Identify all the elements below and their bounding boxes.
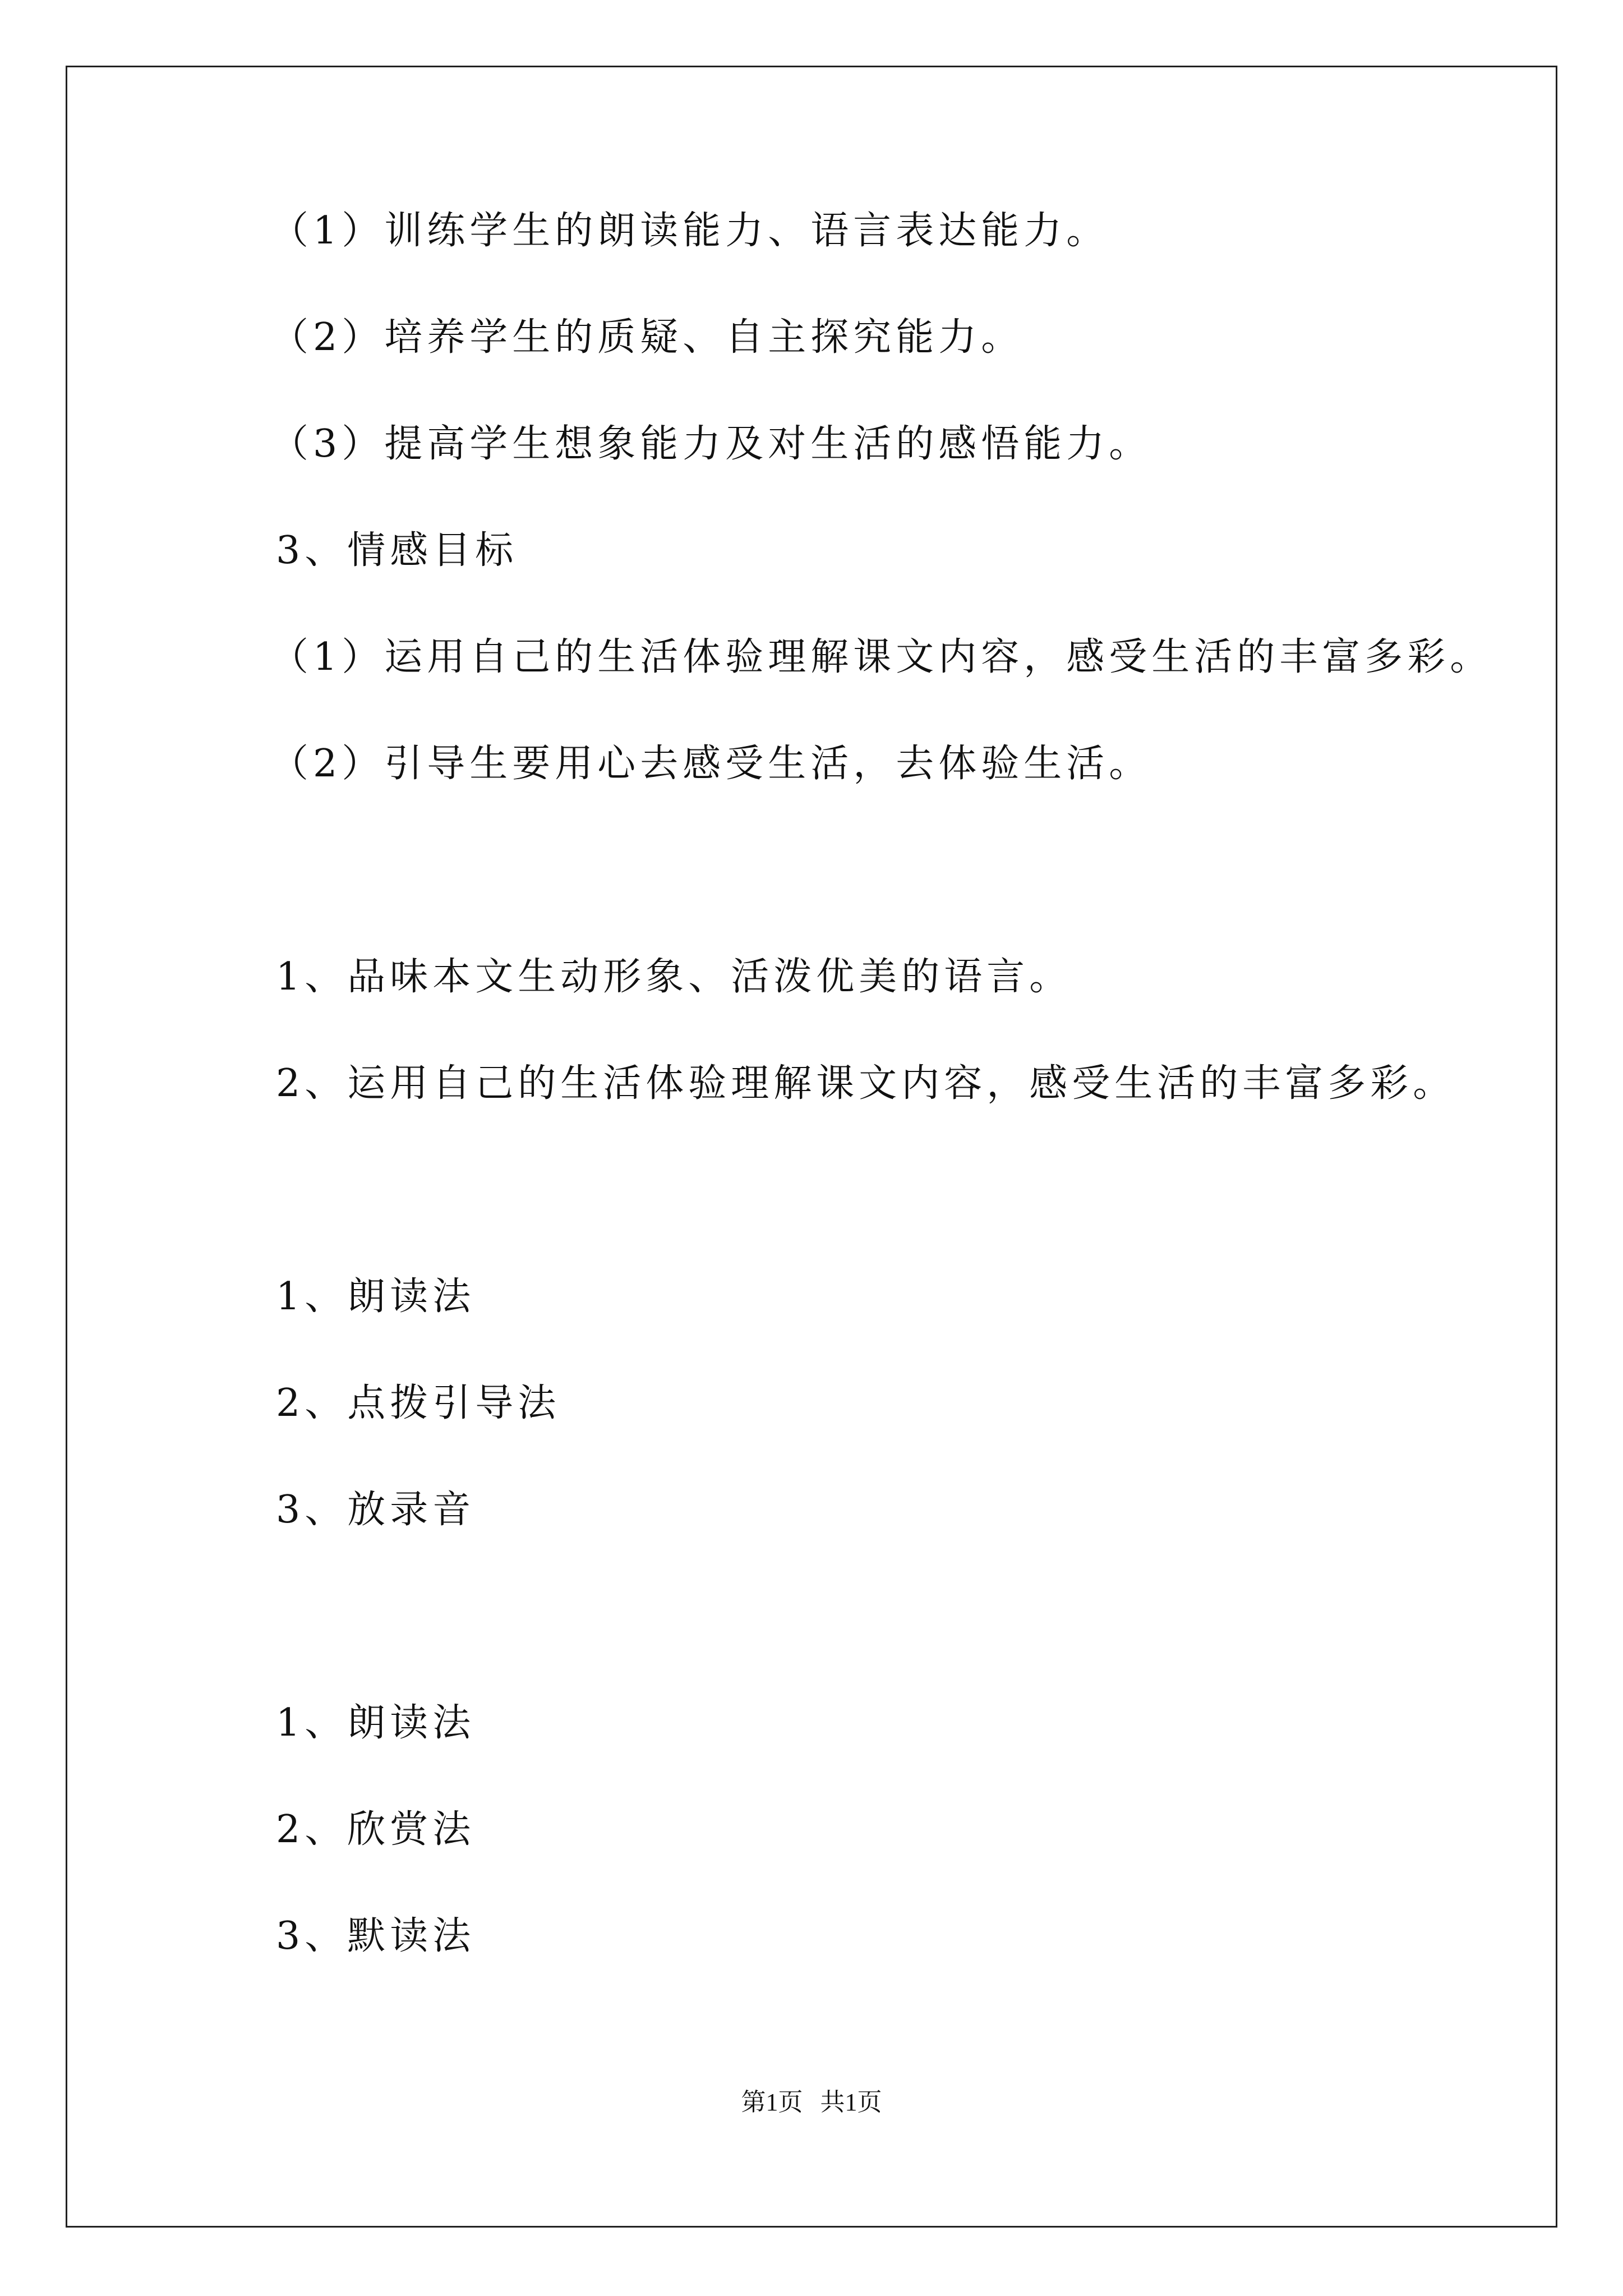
method-item-3: 3、放录音 bbox=[276, 1488, 476, 1532]
key-point-2: 2、运用自己的生活体验理解课文内容，感受生活的丰富多彩。 bbox=[276, 1061, 1456, 1106]
objective-line-3: （3）提高学生想象能力及对生活的感悟能力。 bbox=[270, 422, 1152, 466]
key-point-1: 1、品味本文生动形象、活泼优美的语言。 bbox=[276, 955, 1072, 999]
page-footer bbox=[0, 2087, 1623, 2118]
page-number: 第1页 bbox=[741, 2088, 803, 2116]
objective-line-1: （1）训练学生的朗读能力、语言表达能力。 bbox=[270, 209, 1109, 253]
section-heading-emotion: 3、情感目标 bbox=[276, 528, 518, 573]
emotion-line-2: （2）引导生要用心去感受生活，去体验生活。 bbox=[270, 742, 1152, 786]
page-total: 共1页 bbox=[820, 2088, 882, 2116]
objective-line-2: （2）培养学生的质疑、自主探究能力。 bbox=[270, 315, 1024, 360]
study-method-2: 2、欣赏法 bbox=[276, 1807, 476, 1852]
page-border bbox=[66, 66, 1557, 2228]
study-method-1: 1、朗读法 bbox=[276, 1701, 476, 1745]
emotion-line-1: （1）运用自己的生活体验理解课文内容，感受生活的丰富多彩。 bbox=[270, 635, 1493, 679]
study-method-3: 3、默读法 bbox=[276, 1914, 476, 1958]
method-item-1: 1、朗读法 bbox=[276, 1274, 476, 1319]
method-item-2: 2、点拨引导法 bbox=[276, 1381, 561, 1425]
